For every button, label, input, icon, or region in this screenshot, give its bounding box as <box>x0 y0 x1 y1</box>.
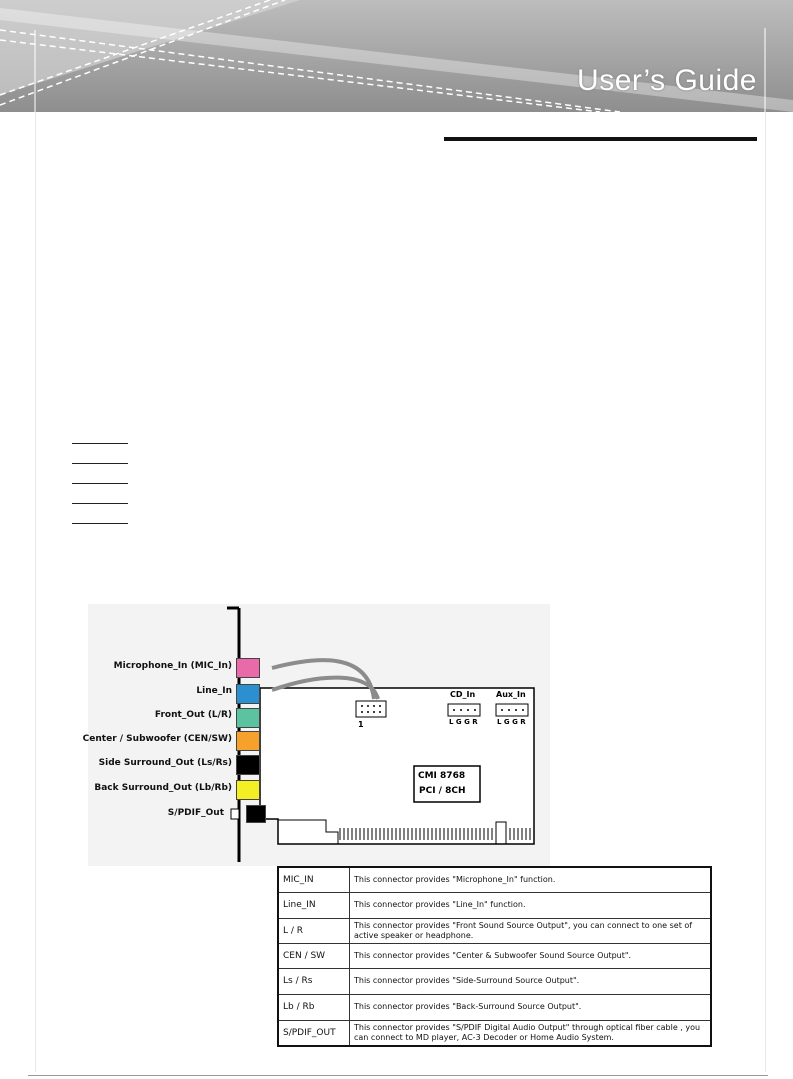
jack-back-surround <box>236 780 260 800</box>
aux-in-pin-labels: L G G R <box>497 718 526 726</box>
cd-in-label: CD_In <box>450 690 476 699</box>
header-banner <box>0 0 793 112</box>
connector-name: MIC_IN <box>278 867 350 892</box>
jack-center-sub <box>236 731 260 751</box>
table-row <box>278 918 711 943</box>
header-title: User’s Guide <box>577 64 757 97</box>
connector-name: Lb / Rb <box>278 994 350 1020</box>
table-row <box>278 994 711 1020</box>
connector-name: Ls / Rs <box>278 968 350 994</box>
sound-card-diagram <box>82 604 550 866</box>
connector-name: CEN / SW <box>278 943 350 968</box>
list-rule <box>72 463 128 464</box>
chip-type: PCI / 8CH <box>419 786 466 796</box>
connector-description: This connector provides "S/PDIF Digital Audio Output" through optical fiber cable , you can connect to MD player, AC-3 Decoder or Home Audio System. <box>350 1020 712 1046</box>
page-frame-right <box>765 112 766 1072</box>
jack-line-in <box>236 684 260 704</box>
connector-description: This connector provides "Center & Subwoofer Sound Source Output". <box>350 943 712 968</box>
header-pin-one-label: 1 <box>358 720 364 729</box>
list-rule <box>72 443 128 444</box>
jack-mic-in <box>236 658 260 678</box>
connector-description: This connector provides "Back-Surround Source Output". <box>350 994 712 1020</box>
label-spdif-out: S/PDIF_Out <box>167 808 224 818</box>
connector-description: This connector provides "Line_In" function. <box>350 892 712 918</box>
label-mic-in: Microphone_In (MIC_In) <box>113 661 232 671</box>
jack-spdif-out <box>246 805 266 823</box>
connector-description: This connector provides "Side-Surround Source Output". <box>350 968 712 994</box>
footer-rule <box>28 1075 768 1076</box>
connector-name: L / R <box>278 918 350 943</box>
connector-name: Line_IN <box>278 892 350 918</box>
table-row <box>278 943 711 968</box>
jack-side-surround <box>236 755 260 775</box>
label-line-in: Line_In <box>196 686 232 696</box>
section-heading-rule <box>444 137 757 141</box>
list-rule <box>72 503 128 504</box>
connector-description: This connector provides "Front Sound Source Output", you can connect to one set of active speaker or headphone. <box>350 918 712 943</box>
table-row <box>278 892 711 918</box>
label-back-surround: Back Surround_Out (Lb/Rb) <box>94 783 232 793</box>
label-center-sub: Center / Subwoofer (CEN/SW) <box>82 734 232 744</box>
connector-name: S/PDIF_OUT <box>278 1020 350 1046</box>
table-row <box>278 867 711 892</box>
chip-name: CMI 8768 <box>418 771 466 781</box>
table-row <box>278 1020 711 1046</box>
label-side-surround: Side Surround_Out (Ls/Rs) <box>98 758 232 768</box>
list-rule <box>72 483 128 484</box>
label-front-out: Front_Out (L/R) <box>154 710 232 720</box>
aux-in-label: Aux_In <box>496 690 526 699</box>
table-row <box>278 968 711 994</box>
page-frame-left <box>35 112 36 1072</box>
jack-front-out <box>236 708 260 728</box>
list-rule <box>72 523 128 524</box>
connector-table <box>277 866 712 1047</box>
connector-description: This connector provides "Microphone_In" function. <box>350 867 712 892</box>
cd-in-pin-labels: L G G R <box>449 718 478 726</box>
